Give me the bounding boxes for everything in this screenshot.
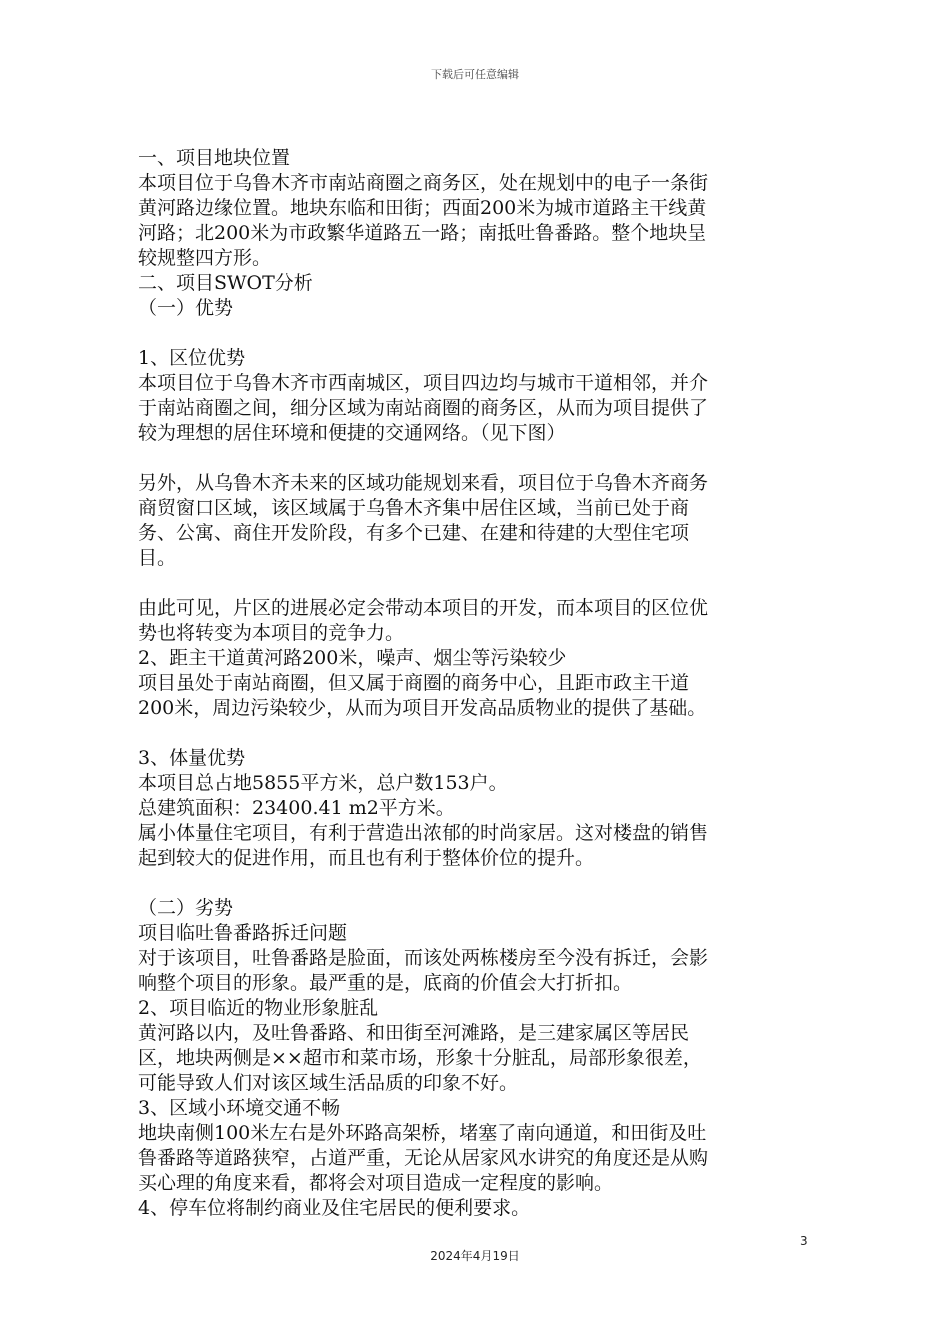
text-line: 响整个项目的形象。最严重的是，底商的价值会大打折扣。	[138, 972, 633, 994]
text-line: 属小体量住宅项目，有利于营造出浓郁的时尚家居。这对楼盘的销售	[138, 822, 709, 844]
text-line: 总建筑面积：23400.41 m2平方米。	[138, 797, 455, 819]
text-line: 黄河路以内，及吐鲁番路、和田街至河滩路，是三建家属区等居民	[138, 1022, 690, 1044]
text-line: 项目临吐鲁番路拆迁问题	[138, 922, 348, 944]
text-line: 由此可见，片区的进展必定会带动本项目的开发，而本项目的区位优	[138, 597, 709, 619]
text-line: 较规整四方形。	[138, 247, 272, 269]
text-line: 较为理想的居住环境和便捷的交通网络。（见下图）	[138, 422, 566, 444]
text-line: 势也将转变为本项目的竞争力。	[138, 622, 405, 644]
text-line: 鲁番路等道路狭窄，占道严重，无论从居家风水讲究的角度还是从购	[138, 1147, 709, 1169]
text-line: 于南站商圈之间，细分区域为南站商圈的商务区，从而为项目提供了	[138, 397, 709, 419]
text-line: 2、距主干道黄河路200米，噪声、烟尘等污染较少	[138, 647, 567, 669]
text-line: 2、项目临近的物业形象脏乱	[138, 997, 379, 1019]
text-line: 黄河路边缘位置。地块东临和田街；西面200米为城市道路主干线黄	[138, 197, 707, 219]
text-line: 本项目位于乌鲁木齐市南站商圈之商务区，处在规划中的电子一条街	[138, 172, 709, 194]
blank-line	[138, 721, 814, 746]
text-line: 可能导致人们对该区域生活品质的印象不好。	[138, 1072, 519, 1094]
text-line: （二）劣势	[138, 897, 234, 919]
text-line: 买心理的角度来看，都将会对项目造成一定程度的影响。	[138, 1172, 614, 1194]
text-line: 地块南侧100米左右是外环路高架桥，堵塞了南向通道，和田街及吐	[138, 1122, 707, 1144]
blank-line	[138, 321, 814, 346]
blank-line	[138, 871, 814, 896]
text-line: 3、体量优势	[138, 747, 246, 769]
text-line: 3、区域小环境交通不畅	[138, 1097, 341, 1119]
text-line: 一、项目地块位置	[138, 147, 291, 169]
text-line: 本项目位于乌鲁木齐市西南城区，项目四边均与城市干道相邻，并介	[138, 372, 709, 394]
text-line: 项目虽处于南站商圈，但又属于商圈的商务中心，且距市政主干道	[138, 672, 690, 694]
text-line: 二、项目SWOT分析	[138, 272, 313, 294]
blank-line	[138, 446, 814, 471]
page-number: 3	[800, 1234, 808, 1248]
footer-date: 2024年4月19日	[430, 1249, 520, 1263]
text-line: 河路；北200米为市政繁华道路五一路；南抵吐鲁番路。整个地块呈	[138, 222, 707, 244]
text-line: 对于该项目，吐鲁番路是脸面，而该处两栋楼房至今没有拆迁，会影	[138, 947, 709, 969]
text-line: 另外，从乌鲁木齐未来的区域功能规划来看，项目位于乌鲁木齐商务	[138, 472, 709, 494]
text-line: 务、公寓、商住开发阶段，有多个已建、在建和待建的大型住宅项	[138, 522, 690, 544]
text-line: 商贸窗口区域，该区域属于乌鲁木齐集中居住区域，当前已处于商	[138, 497, 690, 519]
blank-line	[138, 571, 814, 596]
text-line: 目。	[138, 547, 177, 569]
text-line: （一）优势	[138, 297, 234, 319]
text-line: 4、停车位将制约商业及住宅居民的便利要求。	[138, 1197, 531, 1219]
text-line: 区，地块两侧是××超市和菜市场，形象十分脏乱，局部形象很差，	[138, 1047, 702, 1069]
text-line: 1、区位优势	[138, 347, 246, 369]
document-body	[138, 146, 814, 1221]
header-note: 下载后可任意编辑	[431, 68, 519, 81]
text-line: 本项目总占地5855平方米，总户数153户。	[138, 772, 508, 794]
text-line: 200米，周边污染较少，从而为项目开发高品质物业的提供了基础。	[138, 697, 707, 719]
text-line: 起到较大的促进作用，而且也有利于整体价位的提升。	[138, 847, 595, 869]
